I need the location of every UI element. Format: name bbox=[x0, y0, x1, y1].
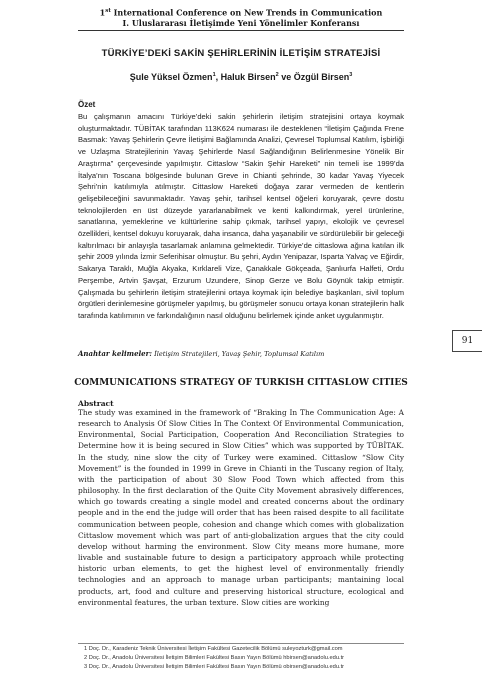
conference-title-tr: I. Uluslararası İletişimde Yeni Yönelimler Konferansı bbox=[122, 18, 360, 29]
abstract-en-body: The study was examined in the framework of “Braking In The Communication Age: A research to Analysis Of Slow Cities In The Context Of Environmental Communication, Environmental, Social Participation, Cooperation And Reconciliation Strategies to Determine how it is being secured in Slow Cities” which was supported by TÜBİTAK. In the study, nine slow the city of Turkey were examined. Cittaslow “Slow City Movement” is the founded in 1999 in Greve in Chianti in the Tuscany region of Italy, with the participation of about 30 Slow Food Town which affected from this philosophy. In the first declaration of the Quite City Movement abrasively differences, which go towards creating a single model and created concerns about the ordinary people and in the end the judge will order that has been raised despite to all facilitate communication between people, cohesion and change which comes with globalization Cittaslow movement which was part of anti-globalization argues that the city could develop without harming the environment. Slow City means more humane, more livable and sustainable future to design a participatory approach while protecting historic urban elements, to get the highest level of environmentally friendly technologies and an approach to manage urban participants; mantaining local products, art, food and culture and preserving historical structure, ecological and environmental features, the urban texture. Slow cities are working bbox=[78, 408, 404, 607]
footnote-rule bbox=[78, 643, 404, 644]
conference-header bbox=[0, 6, 482, 29]
paper-title-tr: TÜRKİYE’DEKİ SAKİN ŞEHİRLERİNİN İLETİŞİM STRATEJİSİ bbox=[101, 48, 381, 59]
ozet-heading: Özet bbox=[78, 100, 96, 109]
keywords-text: İletişim Stratejileri, Yavaş Şehir, Toplumsal Katılım bbox=[154, 350, 325, 358]
keywords-label: Anahtar kelimeler: bbox=[78, 349, 152, 358]
footnote-3: 3 Doç. Dr., Anadolu Üniversitesi İletişim Bilimleri Fakültesi Basın Yayın Bölümü obirsen@anadolu.edu.tr bbox=[84, 664, 345, 670]
page-number: 91 bbox=[452, 330, 482, 352]
author-list: Şule Yüksel Özmen$^1$, Haluk Birsen$^2$ ve Özgül Birsen$^3$ bbox=[129, 72, 353, 82]
paper-title-en: COMMUNICATIONS STRATEGY OF TURKISH CITTASLOW CITIES bbox=[74, 378, 408, 388]
keywords bbox=[78, 349, 404, 359]
header-rule bbox=[78, 30, 404, 31]
footnotes bbox=[84, 645, 404, 672]
footnote-1: 1 Doç. Dr., Karadeniz Teknik Üniversitesi İletişim Fakültesi Gazetecilik Bölümü suleyozturk@gmail.com bbox=[84, 646, 343, 652]
abstract-tr-body: Bu çalışmanın amacını Türkiye’deki sakin şehirlerin iletişim stratejisini ortaya koymak oluşturmaktadır. TÜBİTAK tarafından 113K624 numarası ile desteklenen “İletişim Çağında Frene Basmak: Yavaş Şehirlerin Çevre İletişimi Bağlamında Analizi, Çevresel Toplumsal Katılım, İşbirliği ve Uzlaşma Stratejilerinin Yavaş Şehirlerde Nasıl Sağlandığının Belirlenmesine Yönelik Bir Araştırma” çerçevesinde yapılmıştır. Cittaslow “Sakin Şehir Hareketi” nin temeli ise 1999’da İtalya’nın Toscana bölgesinde bulunan Greve in Chianti şehrinde, 30 kadar Yavaş Yiyecek Şehri’nin katılımıyla atılmıştır. Cittaslow Hareketi doğaya zarar vermeden de kentlerin gelişebileceğini savunmaktadır. Yavaş şehir, tarihsel kentsel öğeleri koruyarak, çevre dostu teknolojilerden en üst düzeyde yararlanabilmek ve kenti kalkındırmak, yerel ürünlerine, sanatlarına, yemeklerine ve kültürlerine sahip çıkmak, tarihsel yapıyı, ekolojik ve çevresel özellikleri, kentsel dokuyu koruyarak, daha insanca, daha yaşanabilir ve sürdürülebilir bir geleceği kaltırılmacı bir anlayışla tasarlamak anlamına gelmektedir. Türkiye’de cittaslowa ağına katılan ilk şehir 2009 yılında İzmir Seferihisar olmuştur. Bu şehri, Aydın Yenipazar, Isparta Yalvaç ve Eğirdir, Sakarya Taraklı, Muğla Akyaka, Kırklareli Vize, Çanakkale Gökçeada, Şanlıurfa Halfeti, Ordu Perşembe, Artvin Şavşat, Erzurum Uzundere, Sinop Gerze ve Bolu Göynük takip etmiştir. Çalışmada bu şehirlerin iletişim stratejilerini ortaya koymak için belediye başkanları, sivil toplum örgütleri derinlemesine görüşmeler yapılmış, bu görüşmeler sonucu ortaya konan stratejilerin halk tarafında katılımının ve farkındalığının nasıl olduğunu belirlemek içinde anket uygulanmıştır. bbox=[78, 112, 404, 320]
conference-title-en: 1st International Conference on New Trends in Communication bbox=[99, 7, 383, 18]
footnote-2: 2 Doç. Dr., Anadolu Üniversitesi İletişim Bilimleri Fakültesi Basın Yayın Bölümü hbirsen@anadolu.edu.tr bbox=[84, 655, 345, 661]
abstract-heading: Abstract bbox=[78, 399, 114, 408]
